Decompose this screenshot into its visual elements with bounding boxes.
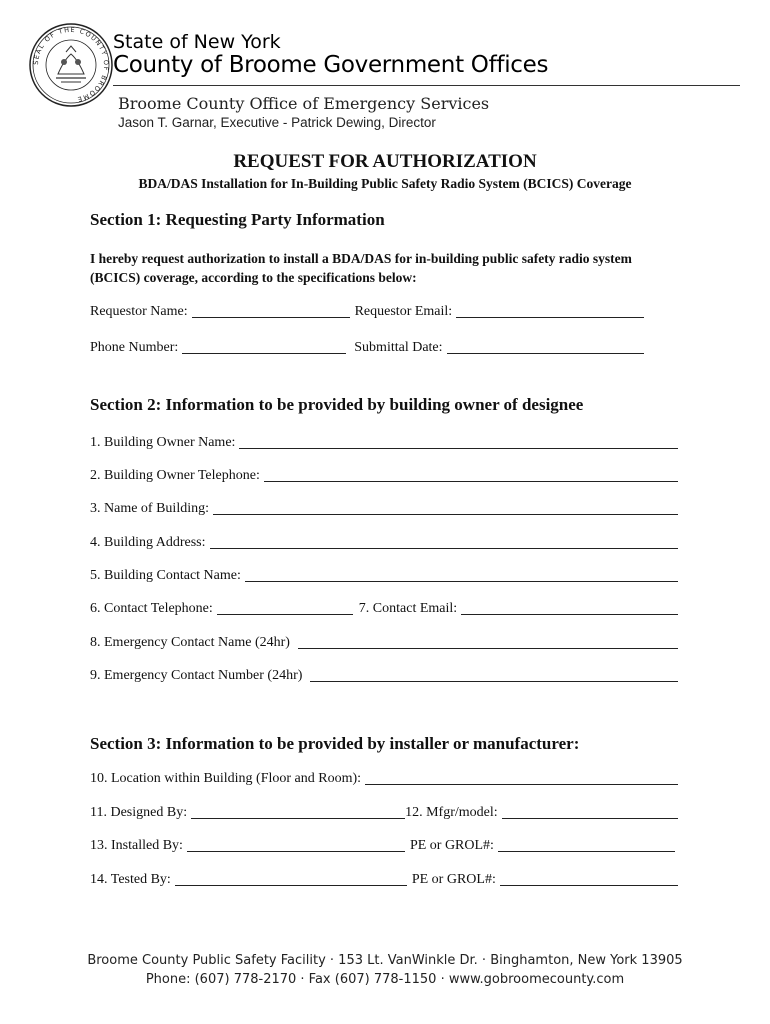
contact-email-label: 7. Contact Email:	[358, 601, 458, 616]
installed-pe-grol-label: PE or GROL#:	[409, 838, 494, 853]
tested-by-field[interactable]	[175, 871, 407, 886]
row-building-name	[90, 497, 678, 517]
contact-name-label: 5. Building Contact Name:	[90, 568, 241, 583]
section1-heading: Section 1: Requesting Party Information	[90, 210, 385, 229]
row-location	[90, 767, 678, 787]
row-installed	[90, 834, 678, 854]
row-building-address	[90, 531, 678, 551]
contact-name-field[interactable]	[245, 567, 678, 582]
emergency-contact-name-label: 8. Emergency Contact Name (24hr)	[90, 635, 290, 650]
location-label: 10. Location within Building (Floor and Room):	[90, 771, 362, 786]
designed-by-field[interactable]	[191, 804, 405, 819]
row-phone	[90, 336, 678, 356]
document-title: REQUEST FOR AUTHORIZATION	[233, 151, 537, 172]
installed-pe-grol-field[interactable]	[498, 837, 675, 852]
footer-contact: Phone: (607) 778-2170 · Fax (607) 778-1150 · www.gobroomecounty.com	[145, 972, 625, 987]
section2-heading: Section 2: Information to be provided by building owner of designee	[90, 395, 584, 414]
building-name-field[interactable]	[213, 500, 678, 515]
owner-telephone-label: 2. Building Owner Telephone:	[90, 468, 260, 483]
mfgr-model-label: 12. Mfgr/model:	[405, 805, 498, 820]
owner-name-label: 1. Building Owner Name:	[90, 435, 236, 450]
phone-number-label: Phone Number:	[90, 340, 179, 355]
requestor-email-field[interactable]	[456, 303, 644, 318]
emergency-contact-number-field[interactable]	[310, 667, 678, 682]
emergency-contact-number-label: 9. Emergency Contact Number (24hr)	[90, 668, 303, 683]
tested-pe-grol-field[interactable]	[500, 871, 678, 886]
row-designed	[90, 801, 678, 821]
location-field[interactable]	[365, 770, 678, 785]
row-owner-telephone	[90, 464, 678, 484]
contact-telephone-field[interactable]	[217, 600, 353, 615]
owner-telephone-field[interactable]	[264, 467, 678, 482]
row-emergency-name	[90, 631, 678, 651]
installed-by-field[interactable]	[187, 837, 405, 852]
submittal-date-field[interactable]	[447, 339, 644, 354]
row-contact	[90, 597, 678, 617]
section1-intro: I hereby request authorization to install a BDA/DAS for in-building public safety radio system (BCICS) coverage, according to the specifications below:	[90, 251, 632, 285]
row-contact-name	[90, 564, 678, 584]
row-tested	[90, 868, 678, 888]
row-requestor	[90, 300, 678, 320]
officials-line: Jason T. Garnar, Executive - Patrick Dewing, Director	[118, 115, 436, 130]
building-address-field[interactable]	[210, 534, 678, 549]
requestor-name-label: Requestor Name:	[90, 304, 188, 319]
header-divider	[113, 85, 740, 86]
tested-pe-grol-label: PE or GROL#:	[411, 872, 496, 887]
contact-telephone-label: 6. Contact Telephone:	[90, 601, 213, 616]
submittal-date-label: Submittal Date:	[354, 340, 443, 355]
office-name: Broome County Office of Emergency Services	[118, 94, 490, 113]
building-name-label: 3. Name of Building:	[90, 501, 209, 516]
mfgr-model-field[interactable]	[502, 804, 678, 819]
contact-email-field[interactable]	[461, 600, 678, 615]
building-address-label: 4. Building Address:	[90, 535, 206, 550]
emergency-contact-name-field[interactable]	[298, 634, 678, 649]
row-emergency-number	[90, 664, 678, 684]
section3-heading: Section 3: Information to be provided by installer or manufacturer:	[90, 734, 580, 753]
tested-by-label: 14. Tested By:	[90, 872, 171, 887]
document-subtitle: BDA/DAS Installation for In-Building Public Safety Radio System (BCICS) Coverage	[138, 176, 632, 191]
county-seal-image	[28, 22, 114, 108]
header-state: State of New York	[113, 31, 281, 53]
phone-number-field[interactable]	[182, 339, 346, 354]
owner-name-field[interactable]	[239, 434, 678, 449]
header-county: County of Broome Government Offices	[113, 52, 549, 78]
installed-by-label: 13. Installed By:	[90, 838, 183, 853]
requestor-email-label: Requestor Email:	[354, 304, 453, 319]
footer-address: Broome County Public Safety Facility · 153 Lt. VanWinkle Dr. · Binghamton, New York 13905	[87, 953, 683, 968]
seal-ring-text: SEAL OF THE COUNTY OF BROOME	[31, 25, 111, 104]
requestor-name-field[interactable]	[192, 303, 350, 318]
designed-by-label: 11. Designed By:	[90, 805, 188, 820]
row-owner-name	[90, 431, 678, 451]
